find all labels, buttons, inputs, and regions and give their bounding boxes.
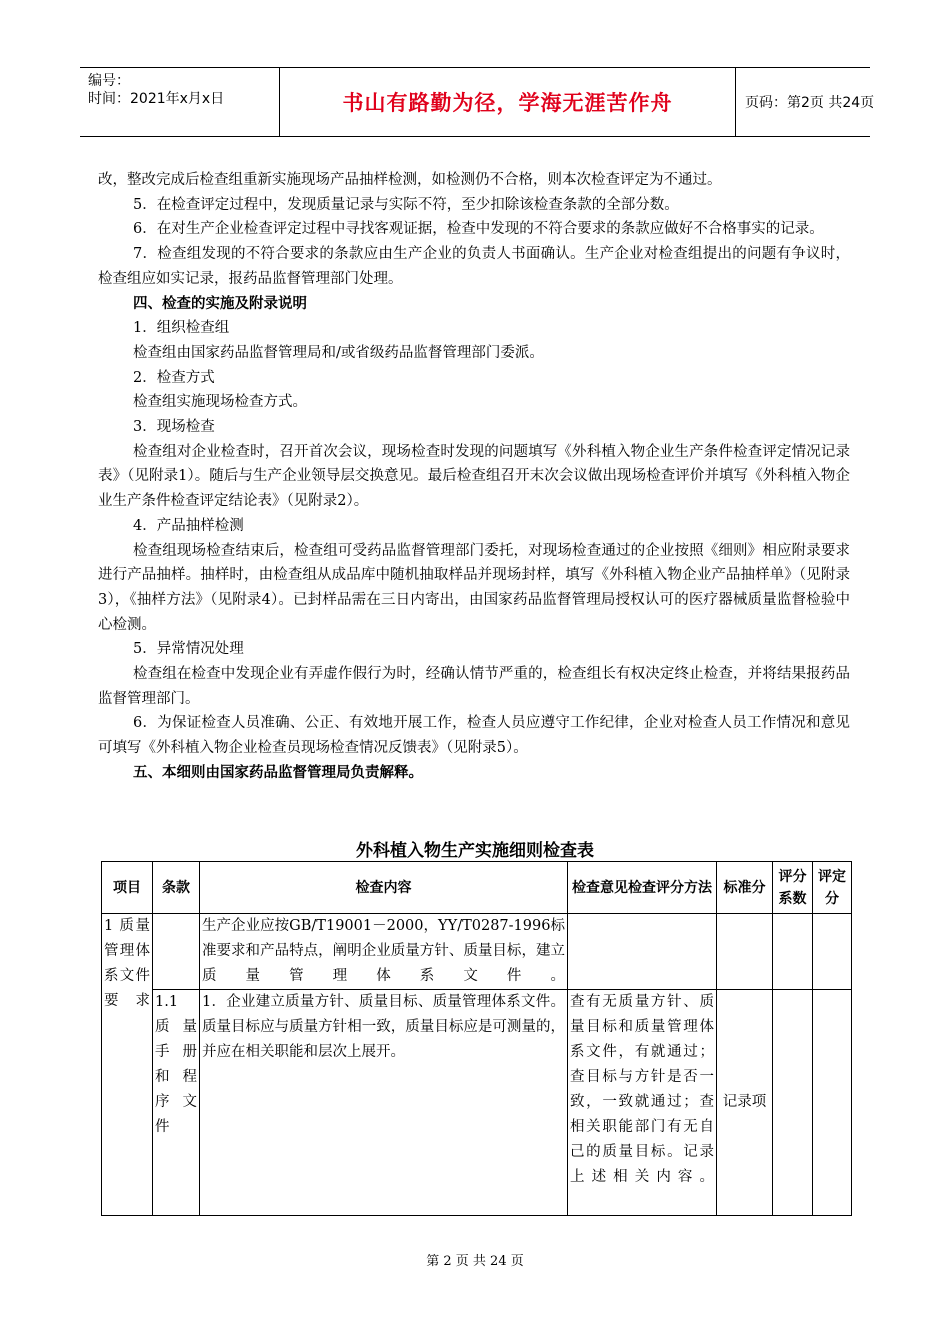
- cell-clause: [153, 914, 200, 990]
- cell-coef: [773, 990, 813, 1216]
- cell-coef: [773, 914, 813, 990]
- page-header: [80, 67, 875, 137]
- cell-clause: 1.1 质量手册和程序文件: [153, 990, 200, 1216]
- header-content: 检查内容: [200, 862, 568, 914]
- cell-standard: 记录项: [717, 990, 773, 1216]
- cell-score: [813, 990, 852, 1216]
- paragraph: 检查组由国家药品监督管理局和/或省级药品监督管理部门委派。: [133, 344, 544, 361]
- table-title: 外科植入物生产实施细则检查表: [356, 841, 594, 861]
- cell-content: 1．企业建立质量方针、质量目标、质量管理体系文件。质量目标应与质量方针相一致，质量目标应是可测量的，并应在相关职能和层次上展开。: [200, 990, 568, 1216]
- inspection-table: [101, 861, 852, 1216]
- cell-method: [568, 914, 717, 990]
- number-label: 编号：: [88, 73, 130, 89]
- cell-standard: [717, 914, 773, 990]
- header-meta: [80, 68, 280, 136]
- header-method: 检查意见检查评分方法: [568, 862, 717, 914]
- paragraph: 改，整改完成后检查组重新实施现场产品抽样检测，如检测仍不合格，则本次检查评定为不通过。: [98, 172, 722, 188]
- cell-score: [813, 914, 852, 990]
- header-item: 项目: [102, 862, 153, 914]
- table-header-row: [102, 862, 852, 914]
- header-standard: 标准分: [717, 862, 773, 914]
- paragraph: 检查组在检查中发现企业有弄虚作假行为时，经确认情节严重的，检查组长有权决定终止检查，并将结果报药品监督管理部门。: [98, 666, 850, 707]
- cell-item: 1 质量管理体系文件要求: [102, 914, 153, 1216]
- paragraph: 检查组实施现场检查方式。: [133, 394, 307, 411]
- subheading: 3．现场检查: [133, 419, 215, 436]
- subheading: 5．异常情况处理: [133, 641, 244, 658]
- paragraph: 7．检查组发现的不符合要求的条款应由生产企业的负责人书面确认。生产企业对检查组提出的问题有争议时，检查组应如实记录，报药品监督管理部门处理。: [98, 246, 850, 287]
- subheading: 4．产品抽样检测: [133, 517, 244, 534]
- time-label: 时间：2021年x月x日: [88, 91, 225, 107]
- cell-method: 查有无质量方针、质量目标和质量管理体系文件，有就通过；查目标与方针是否一致，一致就通过；查相关职能部门有无自己的质量目标。记录上述相关内容。: [568, 990, 717, 1216]
- paragraph: 5．在检查评定过程中，发现质量记录与实际不符，至少扣除该检查条款的全部分数。: [133, 196, 679, 213]
- header-clause: 条款: [153, 862, 200, 914]
- header-page-number: 页码：第2页 共24页: [745, 95, 875, 111]
- section-heading: 四、检查的实施及附录说明: [133, 295, 307, 312]
- subheading: 2．检查方式: [133, 369, 215, 386]
- header-coef: 评分系数: [773, 862, 813, 914]
- subheading: 1．组织检查组: [133, 320, 230, 337]
- table-row: [102, 990, 852, 1216]
- document-body: [98, 168, 850, 786]
- cell-content: 生产企业应按GB/T19001－2000，YY/T0287-1996标准要求和产品特点，阐明企业质量方针、质量目标，建立质量管理体系文件。: [200, 914, 568, 990]
- paragraph: 6．在对生产企业检查评定过程中寻找客观证据，检查中发现的不符合要求的条款应做好不合格事实的记录。: [133, 221, 824, 238]
- table-row: [102, 914, 852, 990]
- header-score: 评定分: [813, 862, 852, 914]
- page-footer: 第 2 页 共 24 页: [426, 1254, 524, 1269]
- header-motto: 书山有路勤为径，学海无涯苦作舟: [280, 68, 736, 136]
- section-heading: 五、本细则由国家药品监督管理局负责解释。: [133, 764, 423, 781]
- paragraph: 6．为保证检查人员准确、公正、有效地开展工作，检查人员应遵守工作纪律，企业对检查人员工作情况和意见可填写《外科植入物企业检查员现场检查情况反馈表》（见附录5）。: [98, 715, 850, 757]
- paragraph: 检查组对企业检查时，召开首次会议，现场检查时发现的问题填写《外科植入物企业生产条件检查评定情况记录表》（见附录1）。随后与生产企业领导层交换意见。最后检查组召开末次会议做出现场检查评价并填写《外科植入物企业生产条件检查评定结论表》（见附录2）。: [98, 443, 850, 510]
- paragraph: 检查组现场检查结束后，检查组可受药品监督管理部门委托，对现场检查通过的企业按照《细则》相应附录要求进行产品抽样。抽样时，由检查组从成品库中随机抽取样品并现场封样，填写《外科植入物企业产品抽样单》（见附录3），《抽样方法》（见附录4）。已封样品需在三日内寄出，由国家药品监督管理局授权认可的医疗器械质量监督检验中心检测。: [98, 542, 850, 633]
